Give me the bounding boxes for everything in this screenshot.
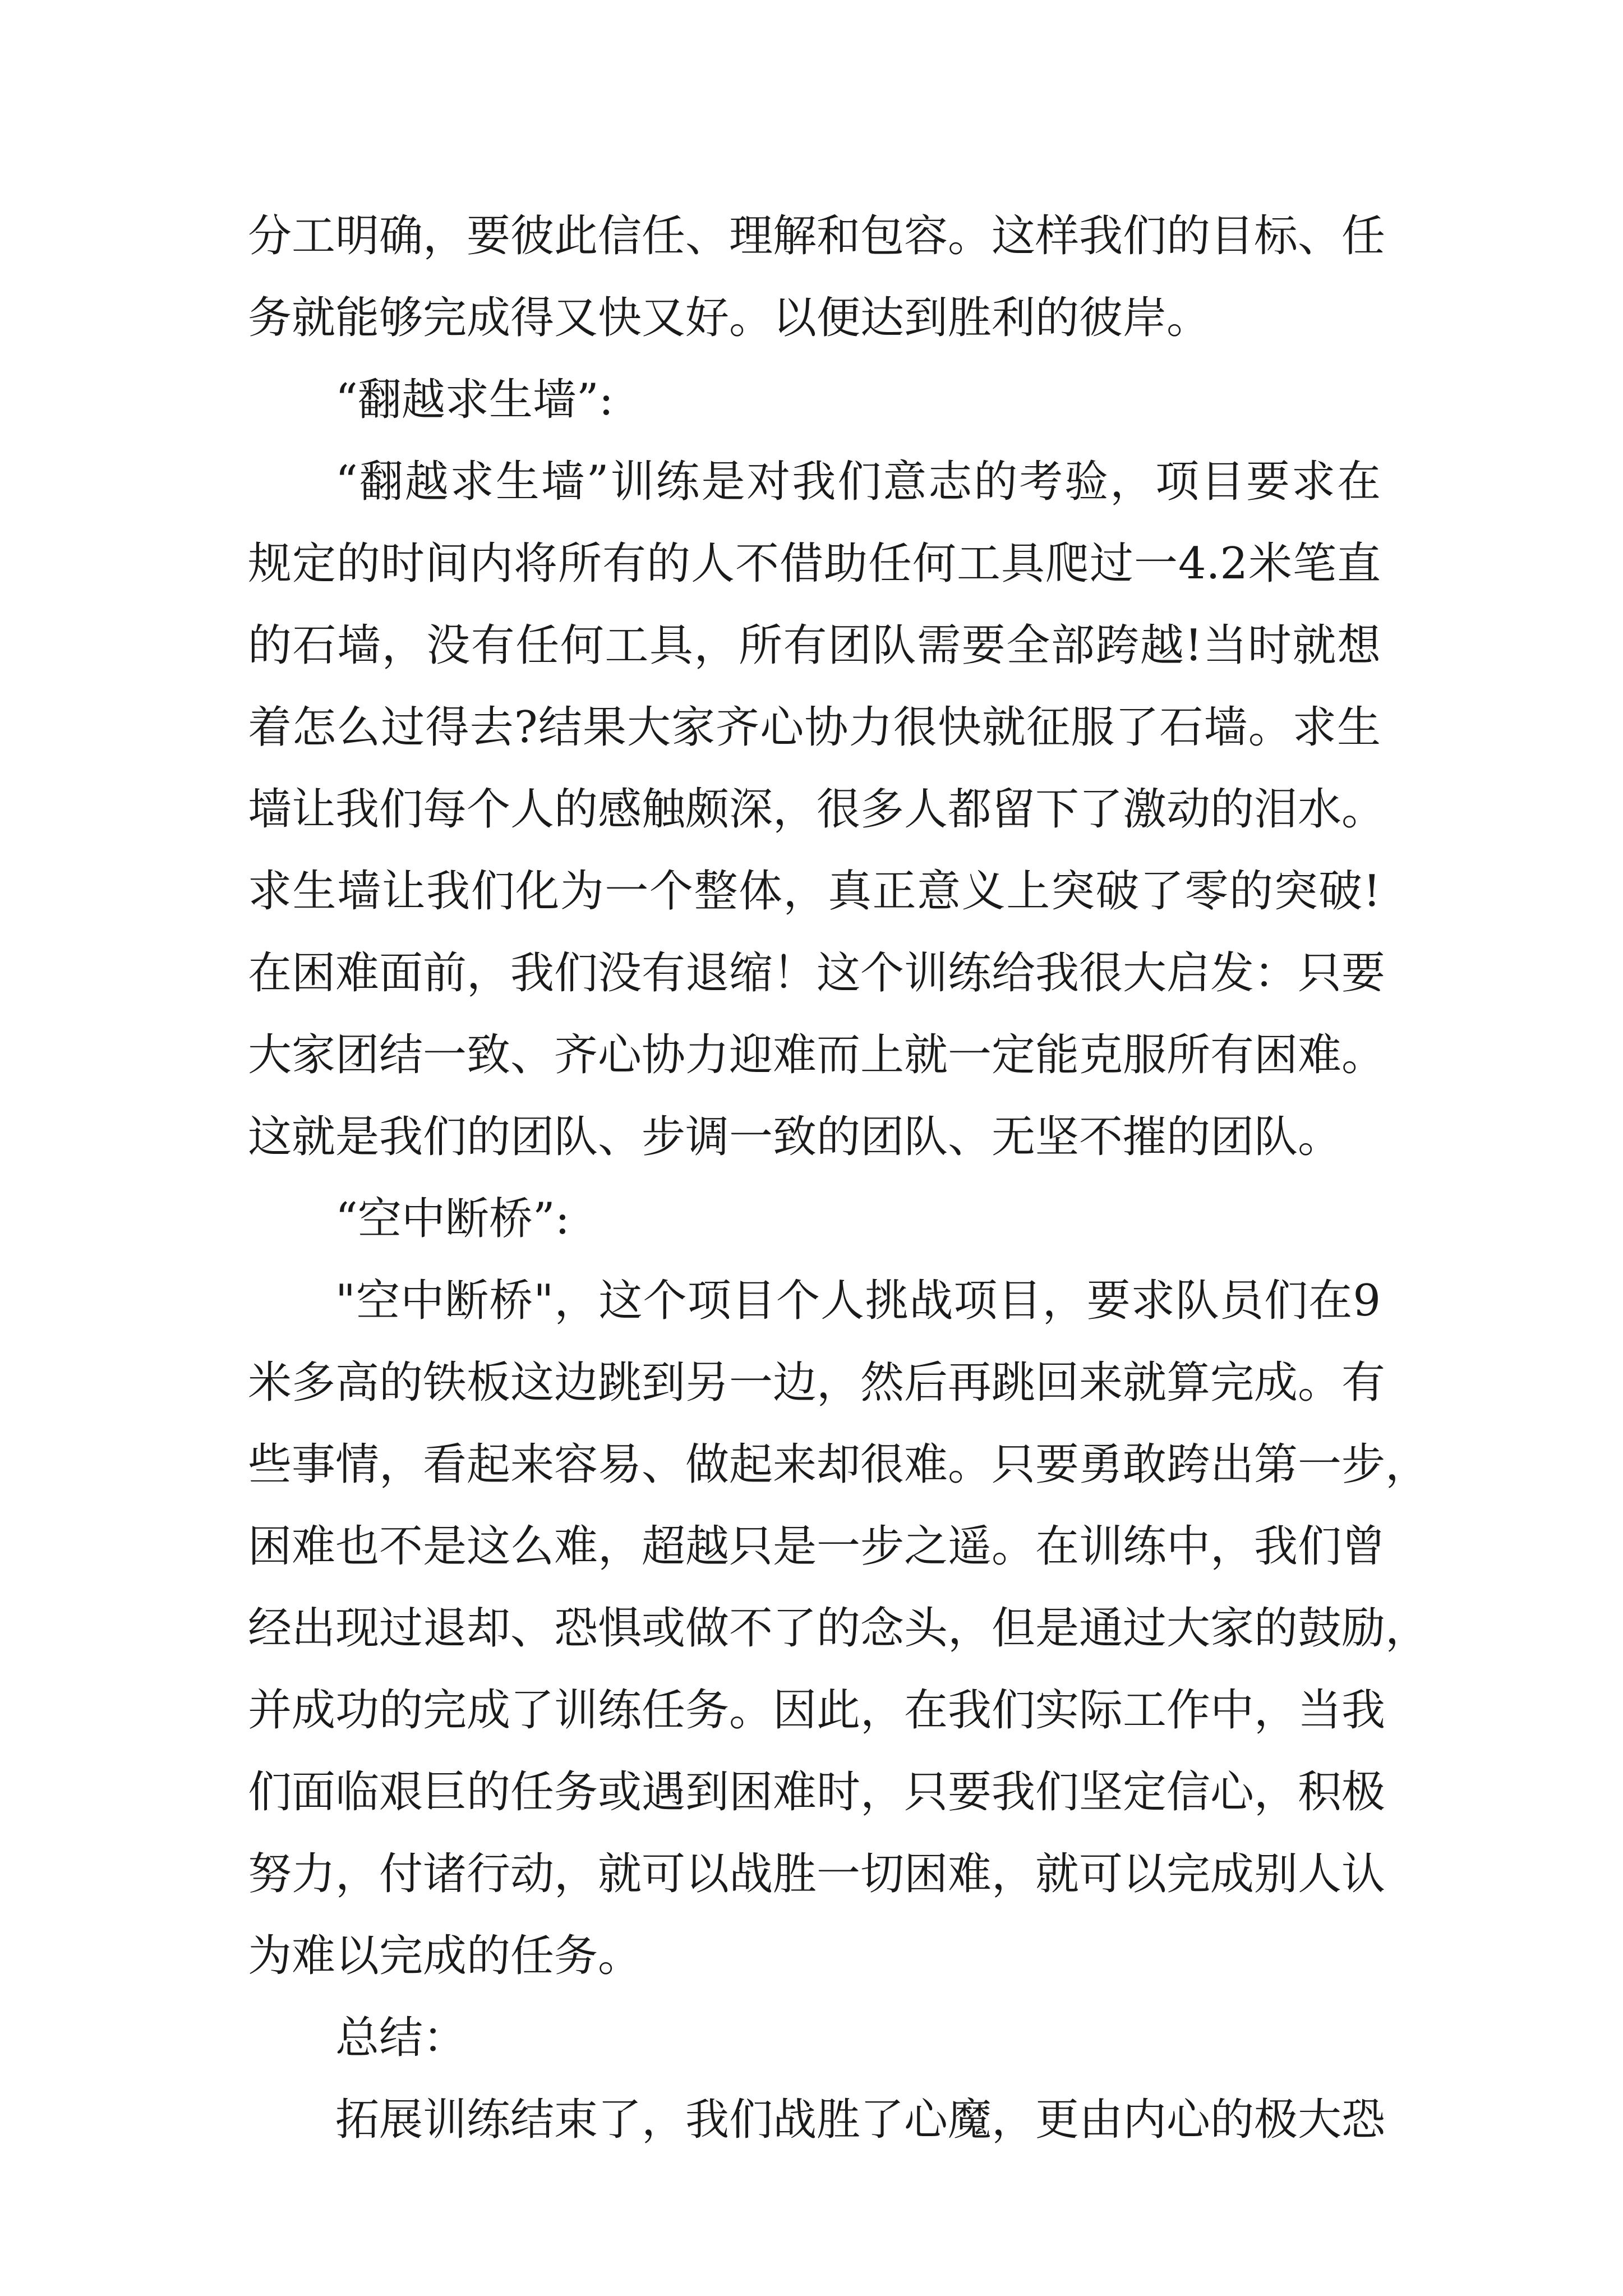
text-line: 求生墙让我们化为一个整体，真正意义上突破了零的突破! [248,866,1381,917]
text-line: 为难以完成的任务。 [248,1931,642,1981]
text-line: 在困难面前，我们没有退缩！这个训练给我很大启发：只要 [248,948,1386,999]
text-line: 分工明确，要彼此信任、理解和包容。这样我们的目标、任 [248,211,1386,261]
text-line: 并成功的完成了训练任务。因此，在我们实际工作中，当我 [248,1685,1386,1736]
text-line: 务就能够完成得又快又好。以便达到胜利的彼岸。 [248,293,1211,343]
text-line: 经出现过退却、恐惧或做不了的念头，但是通过大家的鼓励， [248,1603,1430,1654]
text-line: 米多高的铁板这边跳到另一边，然后再跳回来就算完成。有 [248,1358,1386,1408]
text-line: “空中断桥”: [335,1194,570,1244]
text-line: 着怎么过得去?结果大家齐心协力很快就征服了石墙。求生 [248,702,1381,753]
text-line: 大家团结一致、齐心协力迎难而上就一定能克服所有困难。 [248,1030,1386,1080]
text-line: 努力，付诸行动，就可以战胜一切困难，就可以完成别人认 [248,1849,1386,1899]
text-line: 总结： [335,2013,467,2063]
text-line: 们面临艰巨的任务或遇到困难时，只要我们坚定信心，积极 [248,1767,1386,1818]
text-line: 墙让我们每个人的感触颇深，很多人都留下了激动的泪水。 [248,784,1386,835]
text-line: “翻越求生墙”: [335,375,614,425]
text-line: 这就是我们的团队、步调一致的团队、无坚不摧的团队。 [248,1112,1342,1162]
text-line: 困难也不是这么难，超越只是一步之遥。在训练中，我们曾 [248,1521,1386,1572]
text-line: 些事情，看起来容易、做起来却很难。只要勇敢跨出第一步， [248,1439,1430,1490]
text-line: "空中断桥"，这个项目个人挑战项目，要求队员们在9 [335,1276,1381,1326]
body-text [248,195,1430,2161]
text-line: “翻越求生墙”训练是对我们意志的考验，项目要求在 [335,457,1381,507]
text-line: 规定的时间内将所有的人不借助任何工具爬过一4.2米笔直 [248,539,1381,589]
text-line: 的石墙，没有任何工具，所有团队需要全部跨越!当时就想 [248,620,1381,671]
text-line: 拓展训练结束了，我们战胜了心魔，更由内心的极大恐 [335,2095,1386,2145]
